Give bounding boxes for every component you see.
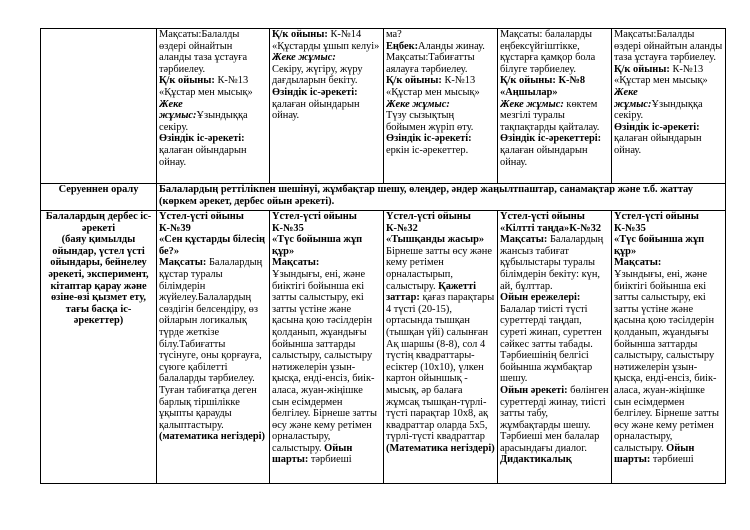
emphasis-text: Еңбек: — [386, 40, 419, 52]
emphasis-text: Ойын ережелері: — [500, 292, 581, 304]
merged-text: Балалардың реттілікпен шешінуі, жұмбақтар шешу, өлеңдер, әндер жаңылтпаштар, санамақтар және т.б. жаттау (көркем әрекет, дербес ойын әрекеті). — [159, 184, 693, 207]
emphasis-text: Өзіндік іс-әрекеті: — [614, 121, 700, 133]
cell-text — [272, 211, 381, 483]
body-text: Түзу сызықтың бойымен жүріп өту. — [386, 110, 474, 133]
thursday-cell — [498, 29, 612, 184]
body-text: бөлінген суреттерді жинау, тиісті затты табу, жұмбақтарды шешу. Тәрбиеші мен балалар арасындағы диалог. — [500, 384, 609, 454]
emphasis-text: Ойын шарты: — [614, 442, 695, 466]
emphasis-text: Жеке жұмыс: — [272, 52, 336, 64]
cell-text — [614, 211, 723, 483]
emphasis-text: Өзіндік іс-әрекеті: — [272, 86, 358, 98]
cell-text — [614, 29, 723, 183]
body-text: К-№13 «Құстар мен мысық» — [159, 75, 253, 98]
row-label-cell — [41, 29, 157, 184]
emphasis-text: Үстел-үсті ойыны К-№35 «Түс бойынша жұп құр» Мақсаты: — [614, 211, 705, 269]
row-label-subtitle: (баяу қимылды ойындар, үстел үсті ойындары, бейнелеу әрекеті, эксперимент, кітаптар қарау және өзіне-өзі қызмет ету, тағы басқа іс-әрекеттер) — [48, 234, 149, 327]
body-text: қалаған ойындарын ойнау. — [159, 144, 247, 168]
friday-cell — [612, 211, 726, 484]
emphasis-text: Ойын әрекеті: — [500, 384, 568, 396]
body-text: Ұзындыққа секіру. — [614, 98, 703, 122]
emphasis-text: Ойын шарты: — [272, 442, 353, 466]
emphasis-text: Қ/к ойыны: — [386, 75, 442, 87]
independent-activity-row — [41, 211, 726, 484]
emphasis-text: Қажетті заттар: — [386, 280, 476, 304]
row-label-cell — [41, 184, 157, 211]
body-text: Мақсаты: балаларды еңбексүйгіштікке, құстарға қамқор бола білуге тәрбиелеу. — [500, 29, 596, 75]
tuesday-cell — [270, 211, 384, 484]
body-text: Балалардың жансыз табиғат құбылыстары туралы білімдерін бекіту: күн, ай, бұлттар. — [500, 234, 604, 292]
body-text: тәрбиеші — [650, 454, 694, 466]
body-text: Мақсаты:Балалды өздері ойнайтын аланды таза ұстауға тәрбиелеу. — [159, 29, 248, 75]
schedule-table — [40, 28, 726, 484]
cell-text — [159, 29, 267, 183]
cell-text — [159, 211, 267, 483]
row-label-title: Балалардың дербес іс-әрекеті — [45, 211, 152, 234]
emphasis-text: Жеке жұмыс: — [159, 98, 197, 122]
body-text: Секіру, жүгіру, жүру дағдыларын бекіту. — [272, 63, 363, 87]
emphasis-text: Өзіндік іс-әрекеттері: — [500, 133, 602, 145]
body-text: қалаған ойындарын ойнау. — [272, 98, 360, 122]
body-text: Ұзындыққа секіру. — [159, 110, 248, 133]
cell-text — [272, 29, 381, 183]
body-text: К-№13 «Құстар мен мысық» — [386, 75, 480, 98]
cell-text — [386, 29, 495, 183]
row-label-cell — [41, 211, 157, 484]
body-text: көктем мезгілі туралы тақпақтарды қайталау. — [500, 98, 600, 133]
emphasis-text: Қ/к ойыны: — [614, 63, 670, 75]
merged-cell — [157, 184, 726, 211]
body-text: Аланды жинау. Мақсаты:Табиғатты аялауға тәрбиелеу. — [386, 40, 485, 75]
monday-cell — [157, 29, 270, 184]
body-text: Ұзындығы, ені, және биіктігі бойынша екі затты салыстыру, екі затты үстіне және қасына қою тәсілдерін қолданып, жұандығы бойынша заттарды салыстыру, салыстыру нәтижелерін ұзын-қысқа, енді-енсіз, биік-аласа, жуан-жіңішке сын есімдермен белгілеу. Бірнеше затты өсу және кему ретімен орналастыру, салыстыру. — [614, 268, 719, 454]
emphasis-text: Үстел-үсті ойыны К-№39 «Сен құстарды білесің бе?» Мақсаты: — [159, 211, 265, 269]
wednesday-cell — [384, 211, 498, 484]
body-text: Балалар тиісті түсті суреттерді таңдап, суреті жинап, суреттен сәйкес затты табады. Тәрбиешінің белгісі бойынша жұмбақтар шешу. — [500, 303, 602, 385]
cell-text — [386, 211, 495, 483]
body-text: Балалардың құстар туралы білімдерін жүйелеу.Балалардың сөздігін белсендіру, өз ойларын логикалық түрде жеткізе білу.Табиғатты түсінуге, оны қорғауға, сүюге қабілетті балаларды тәрбиелеу. Туған табиғатқа деген барлық тіршілікке ұқыпты қарауды қалыптастыру. — [159, 257, 263, 431]
body-text: қалаған ойындарын ойнау. — [500, 144, 588, 168]
emphasis-text: Жеке жұмыс: — [386, 98, 450, 110]
walk-activities-row — [41, 29, 726, 184]
body-text: К-№13 «Құстар мен мысық» — [614, 63, 708, 87]
return-from-walk-row — [41, 184, 726, 211]
emphasis-text: Қ/к ойыны: — [159, 75, 215, 87]
emphasis-text: Үстел-үсті ойыны К-№32 «Тышқанды жасыр» — [386, 211, 485, 246]
body-text: тәрбиеші — [308, 454, 352, 466]
emphasis-text: Қ/к ойыны: — [272, 29, 328, 40]
emphasis-text: Қ/к ойыны: К-№8 «Аңшылар» — [500, 75, 586, 98]
body-text: қалаған ойындарын ойнау. — [614, 133, 702, 156]
cell-text — [500, 211, 609, 483]
row-label: Серуеннен оралу — [58, 184, 139, 195]
body-text: ма? — [386, 29, 402, 40]
body-text: Ұзындығы, ені, және биіктігі бойынша екі затты салыстыру, екі затты үстіне және қасына қою тәсілдерін қолданып, жұандығы бойынша заттарды салыстыру, салыстыру нәтижелерін ұзын-қысқа, енді-енсіз, биік-аласа, жуан-жіңішке сын есімдермен белгілеу. Бірнеше затты өсу және кему ретімен орналастыру, салыстыру. — [272, 268, 377, 454]
emphasis-text: Дидактикалық — [500, 454, 572, 466]
thursday-cell — [498, 211, 612, 484]
emphasis-text: Өзіндік іс-әрекеті: — [386, 133, 472, 145]
body-text: Мақсаты:Балалды өздері ойнайтын аланды таза ұстауға тәрбиелеу. — [614, 29, 723, 64]
body-text: К-№14 «Құстарды ұшып келуі» — [272, 29, 380, 52]
emphasis-text: (математика негіздері) — [159, 431, 265, 443]
emphasis-text: Өзіндік іс-әрекеті: — [159, 133, 245, 145]
body-text: қағаз парақтары 4 түсті (20-15), ортасында тышқан (тышқан үйі) салынған Ақ шаршы (8-8), сол 4 түстің квадраттары-есіктер (10х10), үлкен картон ойыншық - мысық, әр балаға жұмсақ тышқан-түрлі-түсті парақтар 10х8, ақ квадраттар оларда 5х5, түрлі-түсті квадраттар — [386, 292, 495, 443]
emphasis-text: Үстел-үсті ойыны «Кілтті таңда»К-№32 Мақсаты: — [500, 211, 602, 246]
emphasis-text: Жеке жұмыс: — [500, 98, 564, 110]
monday-cell — [157, 211, 270, 484]
body-text: еркін іс-әрекеттер. — [386, 144, 469, 156]
emphasis-text: (Математика негіздері) — [386, 442, 495, 454]
emphasis-text: Жеке жұмыс: — [614, 86, 652, 110]
tuesday-cell — [270, 29, 384, 184]
wednesday-cell — [384, 29, 498, 184]
friday-cell — [612, 29, 726, 184]
cell-text — [500, 29, 609, 183]
body-text: Бірнеше затты өсу және кему ретімен орналастырып, салыстыру. — [386, 245, 492, 292]
emphasis-text: Үстел-үсті ойыны К-№35 «Түс бойынша жұп құр» Мақсаты: — [272, 211, 363, 269]
